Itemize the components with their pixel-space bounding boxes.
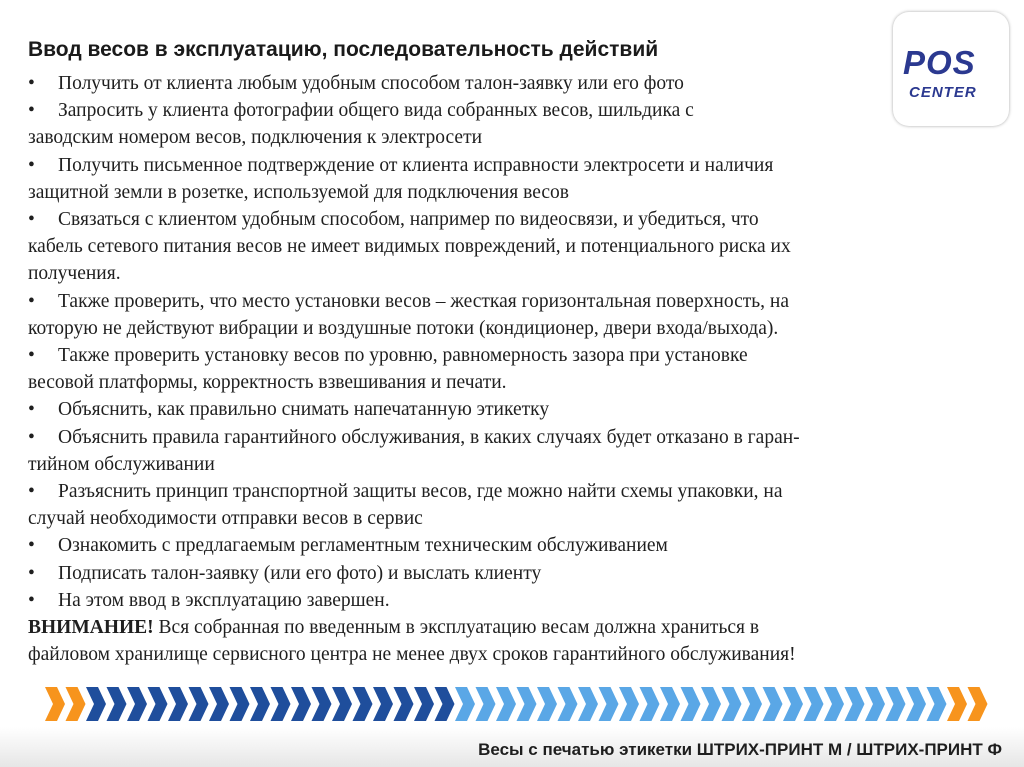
bullet: • — [28, 209, 35, 231]
decorative-arrow-strip — [45, 686, 1005, 722]
bullet: • — [28, 154, 35, 176]
list-item — [28, 532, 998, 559]
step-text-continued: тийном обслуживании — [28, 453, 215, 475]
bullet: • — [28, 73, 35, 94]
chevron-arrow — [496, 687, 516, 721]
chevron-arrow — [271, 687, 291, 721]
chevron-arrow — [558, 687, 578, 721]
chevron-arrow — [127, 687, 147, 721]
step-text: Получить письменное подтверждение от клиента исправности электросети и наличия — [58, 154, 774, 176]
chevron-arrow — [414, 687, 434, 721]
bullet: • — [28, 535, 35, 557]
chevron-arrow — [168, 687, 188, 721]
step-text: Получить от клиента любым удобным способом талон-заявку или его фото — [58, 73, 684, 94]
chevron-arrow — [66, 687, 86, 721]
list-item — [28, 70, 998, 97]
steps-list — [28, 70, 998, 668]
step-text-continued: которую не действуют вибрации и воздушные потоки (кондиционер, двери входа/выхода). — [28, 317, 779, 339]
chevron-arrow — [640, 687, 660, 721]
warning-text — [28, 614, 998, 641]
chevron-arrow — [189, 687, 209, 721]
chevron-arrow — [455, 687, 475, 721]
chevron-arrow — [783, 687, 803, 721]
chevron-arrow — [865, 687, 885, 721]
chevron-arrow — [660, 687, 680, 721]
logo-line1: POS — [903, 44, 976, 81]
footer-caption: Весы с печатью этикетки ШТРИХ-ПРИНТ М / ШТРИХ-ПРИНТ Ф — [478, 740, 1002, 759]
chevron-arrow — [947, 687, 967, 721]
list-item — [28, 152, 998, 179]
step-text: Также проверить установку весов по уровню, равномерность зазора при установке — [58, 345, 748, 367]
list-item — [28, 206, 998, 233]
step-text: Связаться с клиентом удобным способом, например по видеосвязи, и убедиться, что — [58, 209, 759, 231]
chevron-arrow — [517, 687, 537, 721]
warning-body: Вся собранная по введенным в эксплуатацию весам должна храниться в — [153, 617, 760, 639]
step-text-continued: защитной земли в розетке, используемой для подключения весов — [28, 181, 570, 203]
chevron-arrow — [230, 687, 250, 721]
bullet: • — [28, 562, 35, 584]
chevron-arrow — [394, 687, 414, 721]
step-text-continued: весовой платформы, корректность взвешивания и печати. — [28, 372, 507, 394]
bullet: • — [28, 290, 35, 312]
chevron-arrow — [578, 687, 598, 721]
chevron-arrow — [312, 687, 332, 721]
step-text: Разъяснить принцип транспортной защиты весов, где можно найти схемы упаковки, на — [58, 481, 783, 503]
bullet: • — [28, 426, 35, 448]
bullet: • — [28, 481, 35, 503]
chevron-arrow — [435, 687, 455, 721]
chevron-arrow — [886, 687, 906, 721]
chevron-arrow — [804, 687, 824, 721]
chevron-arrow — [107, 687, 127, 721]
chevron-arrow — [148, 687, 168, 721]
bullet: • — [28, 100, 35, 122]
chevron-arrow — [209, 687, 229, 721]
step-text-continued: заводским номером весов, подключения к электросети — [28, 127, 483, 149]
list-item — [28, 288, 998, 315]
logo-line2: CENTER — [909, 84, 977, 101]
list-item — [28, 97, 998, 124]
chevron-arrow — [927, 687, 947, 721]
chevron-arrow — [742, 687, 762, 721]
list-item — [28, 396, 998, 423]
chevron-arrow — [476, 687, 496, 721]
chevron-arrow — [291, 687, 311, 721]
chevron-arrow — [353, 687, 373, 721]
list-item — [28, 560, 998, 587]
chevron-arrow — [763, 687, 783, 721]
chevron-arrow — [824, 687, 844, 721]
chevron-arrow — [373, 687, 393, 721]
chevron-arrow — [537, 687, 557, 721]
chevron-arrow — [968, 687, 988, 721]
step-text: Запросить у клиента фотографии общего вида собранных весов, шильдика с — [58, 100, 694, 122]
chevron-arrow — [701, 687, 721, 721]
list-item — [28, 424, 998, 451]
chevron-arrow — [619, 687, 639, 721]
page-title: Ввод весов в эксплуатацию, последовательность действий — [28, 38, 659, 61]
step-text-continued: получения. — [28, 263, 121, 285]
chevron-arrow — [906, 687, 926, 721]
step-text: Объяснить, как правильно снимать напечатанную этикетку — [58, 399, 550, 421]
step-text: На этом ввод в эксплуатацию завершен. — [58, 589, 390, 611]
list-item — [28, 587, 998, 614]
step-text: Ознакомить с предлагаемым регламентным техническим обслуживанием — [58, 535, 668, 557]
chevron-arrow — [845, 687, 865, 721]
chevron-arrow — [250, 687, 270, 721]
chevron-arrow — [45, 687, 65, 721]
list-item — [28, 342, 998, 369]
bullet: • — [28, 589, 35, 611]
step-text-continued: случай необходимости отправки весов в сервис — [28, 508, 423, 530]
chevron-arrow — [681, 687, 701, 721]
chevron-arrow — [722, 687, 742, 721]
bullet: • — [28, 345, 35, 367]
step-text: Подписать талон-заявку (или его фото) и выслать клиенту — [58, 562, 542, 584]
chevron-arrow — [599, 687, 619, 721]
chevron-arrow — [332, 687, 352, 721]
bullet: • — [28, 399, 35, 421]
chevron-arrow — [86, 687, 106, 721]
step-text-continued: кабель сетевого питания весов не имеет видимых повреждений, и потенциального риска их — [28, 236, 791, 258]
step-text: Также проверить, что место установки весов – жесткая горизонтальная поверхность, на — [58, 290, 789, 312]
step-text: Объяснить правила гарантийного обслуживания, в каких случаях будет отказано в гаран- — [58, 426, 800, 448]
warning-label: ВНИМАНИЕ! — [28, 617, 154, 639]
warning-text-continued: файловом хранилище сервисного центра не менее двух сроков гарантийного обслуживания! — [28, 644, 796, 666]
list-item — [28, 478, 998, 505]
